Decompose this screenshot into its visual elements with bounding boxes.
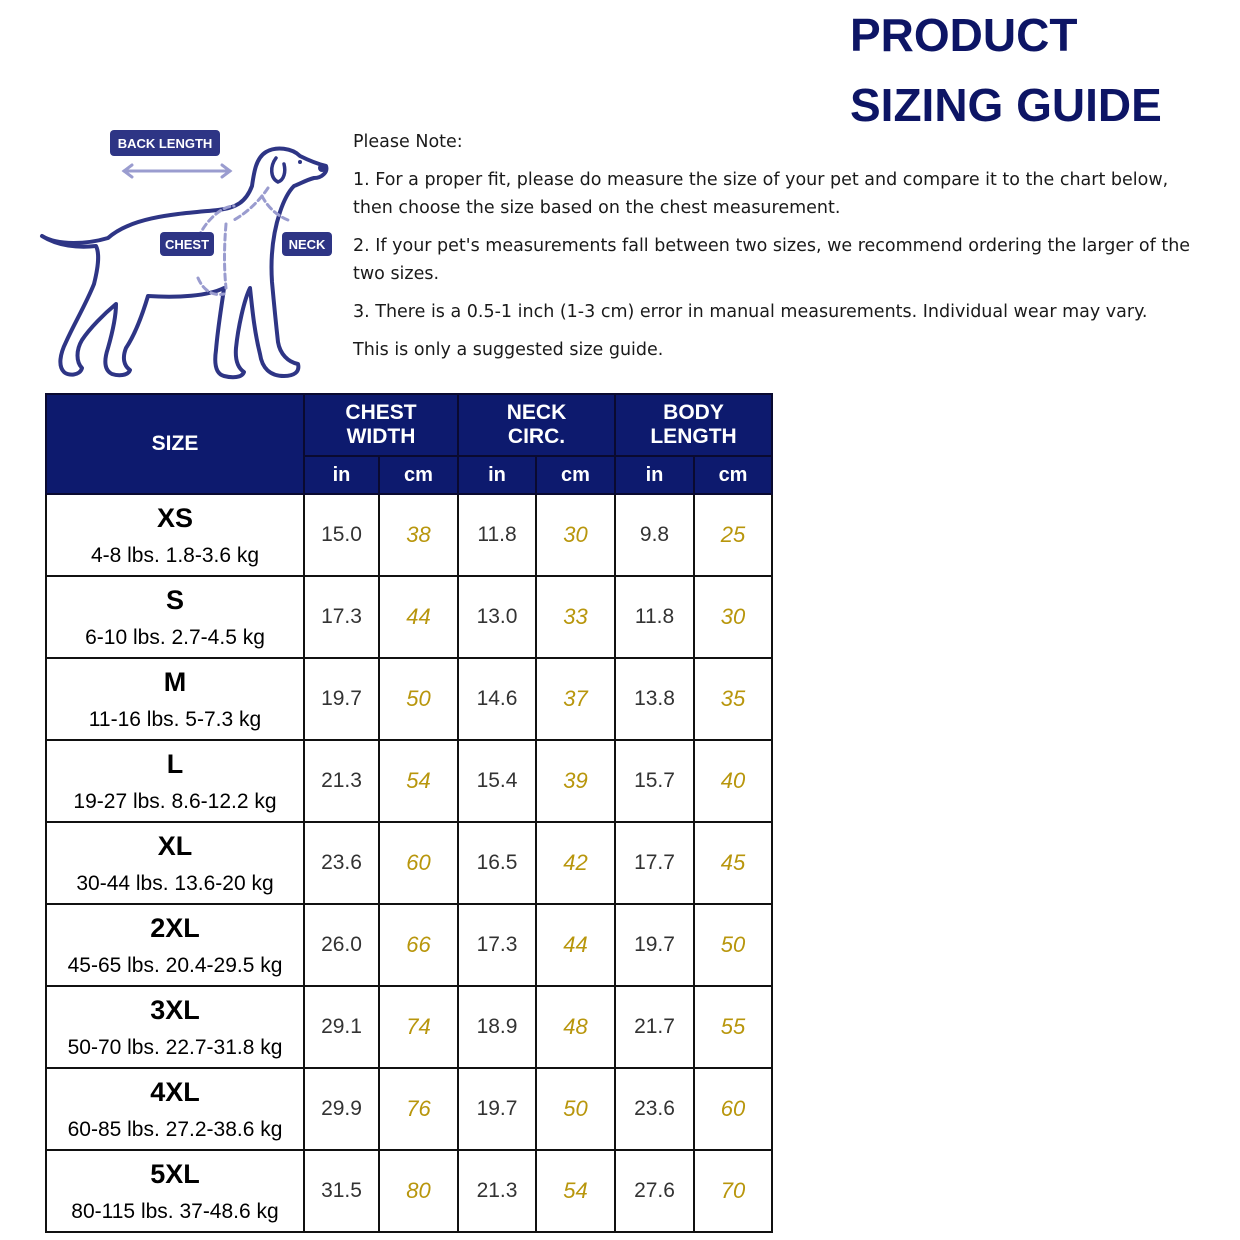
body-cm-cell: 50 xyxy=(694,904,772,986)
size-label: XS xyxy=(156,503,194,533)
body-in-cell: 27.6 xyxy=(615,1150,694,1232)
table-row xyxy=(46,658,772,740)
chest-cm-cell: 76 xyxy=(379,1068,458,1150)
size-label: XL xyxy=(157,831,193,861)
neck-circ-header-line-1: NECK xyxy=(506,401,567,424)
neck-cm-cell: 44 xyxy=(536,904,615,986)
chest-width-header xyxy=(304,394,458,456)
neck-in-cell: 11.8 xyxy=(458,494,536,576)
size-cell xyxy=(46,1068,304,1150)
size-cell xyxy=(46,822,304,904)
size-label: 4XL xyxy=(150,1077,200,1107)
size-chart-table xyxy=(45,393,773,1233)
notes-section xyxy=(353,128,1213,374)
table-row xyxy=(46,1068,772,1150)
chest-cm-cell: 74 xyxy=(379,986,458,1068)
neck-cm-cell: 54 xyxy=(536,1150,615,1232)
body-in-cell: 9.8 xyxy=(615,494,694,576)
dog-eye xyxy=(298,160,302,164)
size-weight-range: 30-44 lbs. 13.6-20 kg xyxy=(76,872,274,895)
unit-header-cm: cm xyxy=(379,456,458,494)
body-cm-cell: 60 xyxy=(694,1068,772,1150)
notes-footer: This is only a suggested size guide. xyxy=(353,340,664,360)
size-column-header: SIZE xyxy=(46,394,304,494)
chest-in-cell: 26.0 xyxy=(304,904,379,986)
note-item-1: 1. For a proper fit, please do measure the size of your pet and compare it to the chart below, then choose the size based on the chest measurement. xyxy=(353,170,1169,218)
table-row xyxy=(46,904,772,986)
body-cm-cell: 30 xyxy=(694,576,772,658)
chest-in-cell: 15.0 xyxy=(304,494,379,576)
chest-cm-cell: 60 xyxy=(379,822,458,904)
neck-label: NECK xyxy=(288,237,326,252)
neck-circ-header xyxy=(458,394,615,456)
neck-cm-cell: 30 xyxy=(536,494,615,576)
body-in-cell: 11.8 xyxy=(615,576,694,658)
size-cell xyxy=(46,494,304,576)
neck-in-cell: 13.0 xyxy=(458,576,536,658)
chest-width-header-line-2: WIDTH xyxy=(346,425,416,448)
chest-label: CHEST xyxy=(164,237,210,252)
body-cm-cell: 70 xyxy=(694,1150,772,1232)
size-cell xyxy=(46,986,304,1068)
chest-in-cell: 19.7 xyxy=(304,658,379,740)
table-row xyxy=(46,1150,772,1232)
chest-cm-cell: 50 xyxy=(379,658,458,740)
note-item-2: 2. If your pet's measurements fall between two sizes, we recommend ordering the larger of the two sizes. xyxy=(353,236,1191,284)
neck-in-cell: 19.7 xyxy=(458,1068,536,1150)
neck-in-cell: 16.5 xyxy=(458,822,536,904)
size-weight-range: 80-115 lbs. 37-48.6 kg xyxy=(71,1200,279,1223)
size-label: L xyxy=(166,749,184,779)
neck-cm-cell: 42 xyxy=(536,822,615,904)
size-weight-range: 6-10 lbs. 2.7-4.5 kg xyxy=(85,626,265,649)
unit-header-in: in xyxy=(615,456,694,494)
neck-cm-cell: 48 xyxy=(536,986,615,1068)
body-cm-cell: 40 xyxy=(694,740,772,822)
back-length-arrow xyxy=(124,165,230,177)
title-line-1: PRODUCT xyxy=(850,9,1078,61)
size-weight-range: 19-27 lbs. 8.6-12.2 kg xyxy=(73,790,277,813)
dog-outline xyxy=(42,149,326,378)
notes-heading: Please Note: xyxy=(353,132,463,152)
size-cell xyxy=(46,658,304,740)
table-row xyxy=(46,986,772,1068)
unit-header-in: in xyxy=(458,456,536,494)
body-in-cell: 19.7 xyxy=(615,904,694,986)
neck-cm-cell: 39 xyxy=(536,740,615,822)
size-label: 5XL xyxy=(150,1159,200,1189)
dog-ear xyxy=(272,158,285,182)
table-row xyxy=(46,822,772,904)
size-cell xyxy=(46,1150,304,1232)
chest-cm-cell: 66 xyxy=(379,904,458,986)
body-in-cell: 21.7 xyxy=(615,986,694,1068)
note-item-3: 3. There is a 0.5-1 inch (1-3 cm) error in manual measurements. Individual wear may vary. xyxy=(353,302,1148,322)
body-in-cell: 15.7 xyxy=(615,740,694,822)
body-in-cell: 13.8 xyxy=(615,658,694,740)
size-weight-range: 4-8 lbs. 1.8-3.6 kg xyxy=(90,544,260,567)
neck-in-cell: 17.3 xyxy=(458,904,536,986)
chest-in-cell: 31.5 xyxy=(304,1150,379,1232)
body-length-header xyxy=(615,394,772,456)
chest-width-header-line-1: CHEST xyxy=(345,401,417,424)
size-weight-range: 11-16 lbs. 5-7.3 kg xyxy=(88,708,262,731)
size-weight-range: 45-65 lbs. 20.4-29.5 kg xyxy=(67,954,283,977)
neck-cm-cell: 37 xyxy=(536,658,615,740)
size-cell xyxy=(46,740,304,822)
body-cm-cell: 25 xyxy=(694,494,772,576)
chest-in-cell: 29.1 xyxy=(304,986,379,1068)
body-in-cell: 17.7 xyxy=(615,822,694,904)
back-length-label: BACK LENGTH xyxy=(117,136,213,151)
neck-in-cell: 15.4 xyxy=(458,740,536,822)
neck-in-cell: 18.9 xyxy=(458,986,536,1068)
size-label: M xyxy=(163,667,187,697)
chest-in-cell: 23.6 xyxy=(304,822,379,904)
page-title xyxy=(850,0,1162,140)
size-label: 3XL xyxy=(150,995,200,1025)
body-cm-cell: 35 xyxy=(694,658,772,740)
neck-cm-cell: 33 xyxy=(536,576,615,658)
body-cm-cell: 45 xyxy=(694,822,772,904)
size-weight-range: 60-85 lbs. 27.2-38.6 kg xyxy=(67,1118,283,1141)
body-length-header-line-1: BODY xyxy=(663,401,724,424)
size-cell xyxy=(46,904,304,986)
body-in-cell: 23.6 xyxy=(615,1068,694,1150)
size-cell xyxy=(46,576,304,658)
table-row xyxy=(46,740,772,822)
unit-header-cm: cm xyxy=(694,456,772,494)
title-line-2: SIZING GUIDE xyxy=(850,79,1162,131)
dog-nose xyxy=(318,164,326,172)
neck-in-cell: 21.3 xyxy=(458,1150,536,1232)
size-label: S xyxy=(165,585,184,615)
chest-cm-cell: 38 xyxy=(379,494,458,576)
size-chart-body xyxy=(46,494,772,1232)
unit-header-cm: cm xyxy=(536,456,615,494)
chest-in-cell: 29.9 xyxy=(304,1068,379,1150)
table-header-row xyxy=(46,394,772,456)
neck-circ-header-line-2: CIRC. xyxy=(507,425,566,448)
body-cm-cell: 55 xyxy=(694,986,772,1068)
chest-cm-cell: 54 xyxy=(379,740,458,822)
unit-header-in: in xyxy=(304,456,379,494)
chest-cm-cell: 44 xyxy=(379,576,458,658)
dog-measurement-diagram xyxy=(38,128,338,380)
neck-cm-cell: 50 xyxy=(536,1068,615,1150)
neck-in-cell: 14.6 xyxy=(458,658,536,740)
table-row xyxy=(46,494,772,576)
body-length-header-line-2: LENGTH xyxy=(650,425,737,448)
table-row xyxy=(46,576,772,658)
size-label: 2XL xyxy=(150,913,200,943)
size-weight-range: 50-70 lbs. 22.7-31.8 kg xyxy=(67,1036,283,1059)
chest-cm-cell: 80 xyxy=(379,1150,458,1232)
chest-in-cell: 21.3 xyxy=(304,740,379,822)
chest-in-cell: 17.3 xyxy=(304,576,379,658)
